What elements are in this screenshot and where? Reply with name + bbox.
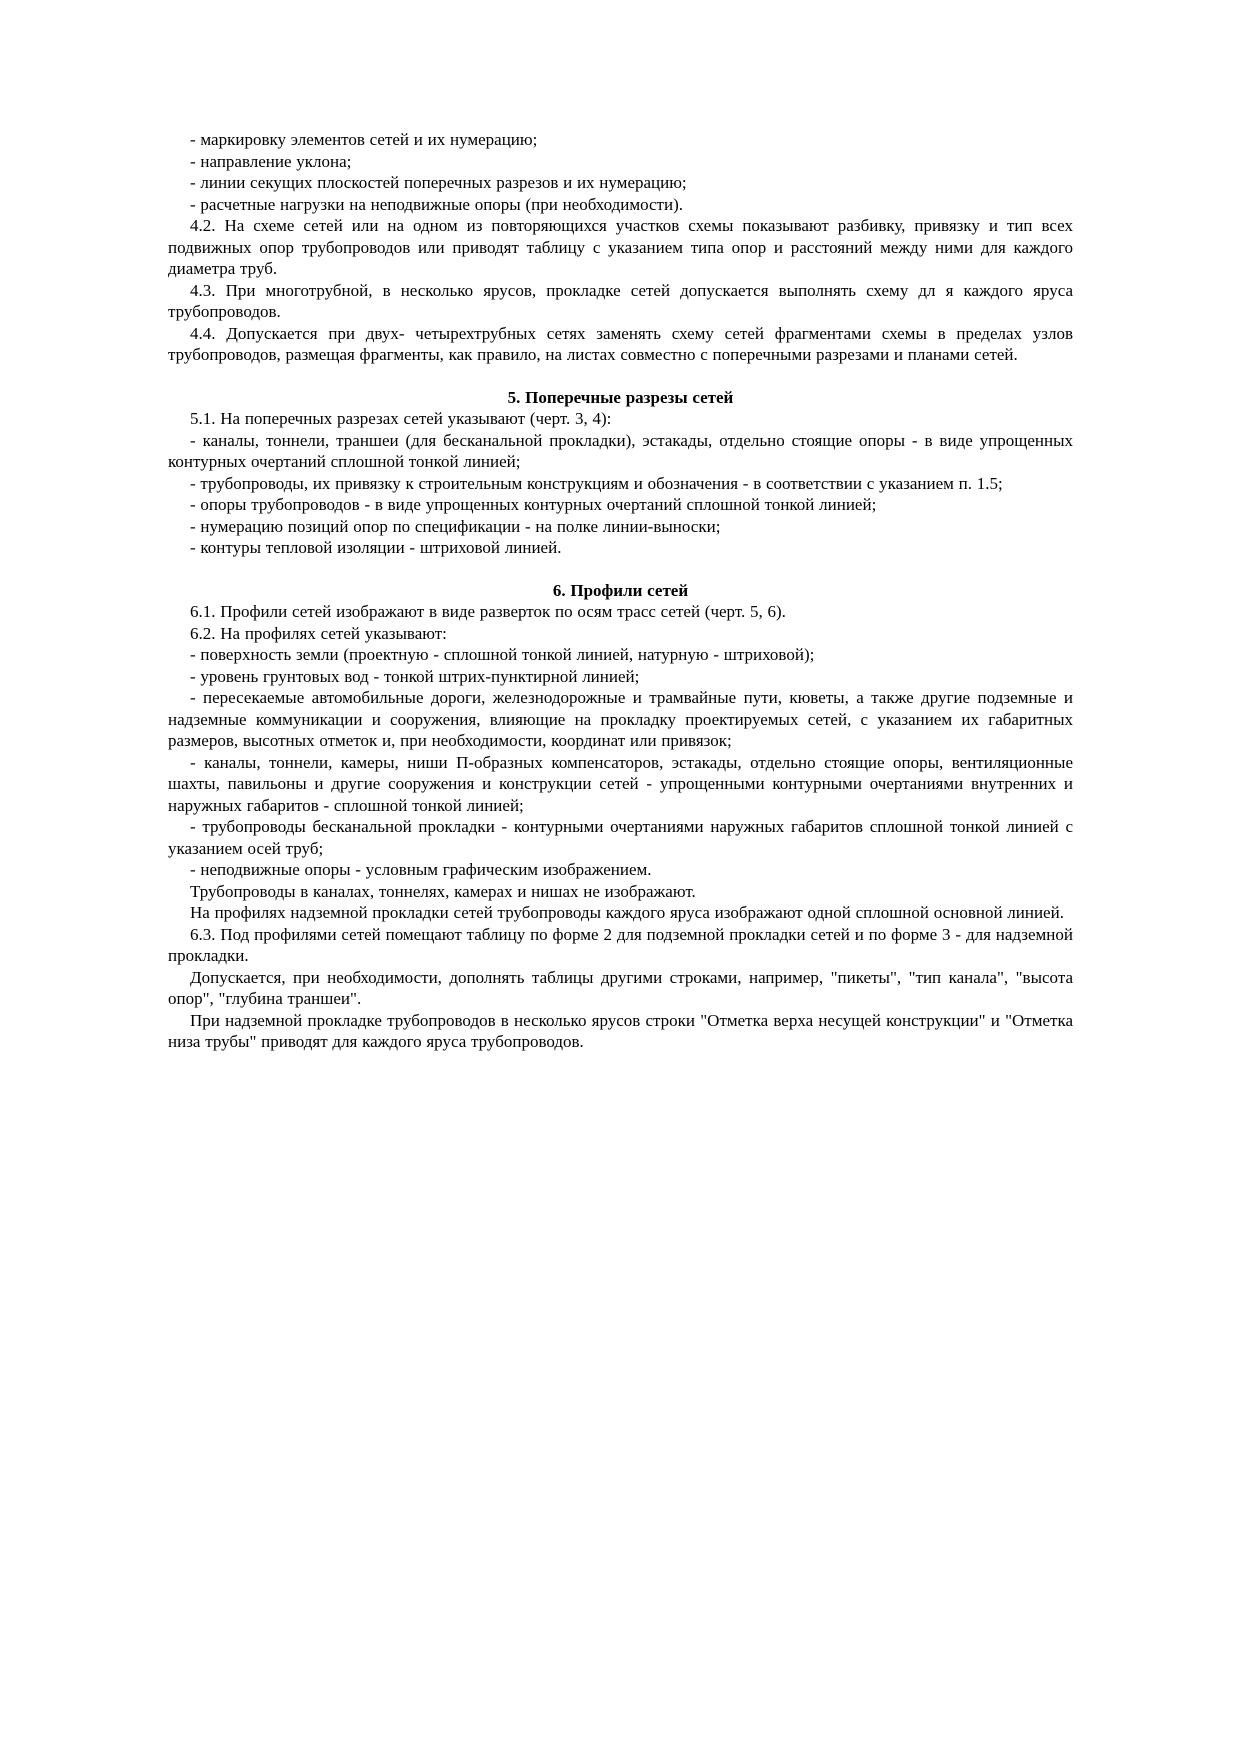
section-heading-cross-sections: 5. Поперечные разрезы сетей	[507, 387, 734, 407]
list-item: - расчетные нагрузки на неподвижные опоры (при необходимости).	[190, 194, 683, 214]
list-item: - неподвижные опоры - условным графическим изображением.	[190, 860, 652, 879]
paragraph: 6.2. На профилях сетей указывают:	[190, 623, 447, 643]
paragraph: 6.1. Профили сетей изображают в виде разверток по осям трасс сетей (черт. 5, 6).	[190, 602, 786, 621]
list-item: - нумерацию позиций опор по спецификации - на полке линии-выноски;	[190, 516, 721, 536]
list-item: - линии секущих плоскостей поперечных разрезов и их нумерацию;	[190, 173, 687, 192]
paragraph: 4.3. При многотрубной, в несколько ярусов, прокладке сетей допускается выполнять схему дл я каждого яруса трубопроводов.	[168, 280, 1073, 321]
section-heading-profiles: 6. Профили сетей	[552, 580, 689, 600]
list-item: - контуры тепловой изоляции - штриховой линией.	[190, 538, 562, 557]
paragraph: При надземной прокладке трубопроводов в несколько ярусов строки "Отметка верха несущей конструкции" и "Отметка низа трубы" приводят для каждого яруса трубопроводов.	[168, 1010, 1073, 1051]
list-item: - пересекаемые автомобильные дороги, железнодорожные и трамвайные пути, кюветы, а также другие подземные и надземные коммуникации и сооружения, влияющие на прокладку проектируемых сетей, с указанием их габаритных размеров, высотных отметок и, при необходимости, координат или привязок;	[168, 688, 1073, 750]
paragraph: Трубопроводы в каналах, тоннелях, камерах и нишах не изображают.	[190, 881, 696, 901]
list-item: - поверхность земли (проектную - сплошной тонкой линией, натурную - штриховой);	[190, 645, 815, 664]
list-item: - трубопроводы бесканальной прокладки - контурными очертаниями наружных габаритов сплошной тонкой линией с указанием осей труб;	[168, 817, 1073, 858]
paragraph: На профилях надземной прокладки сетей трубопроводы каждого яруса изображают одной сплошной основной линией.	[190, 903, 1064, 922]
paragraph: Допускается, при необходимости, дополнять таблицы другими строками, например, "пикеты", "тип канала", "высота опор", "глубина траншеи".	[168, 967, 1073, 1008]
list-item: - опоры трубопроводов - в виде упрощенных контурных очертаний сплошной тонкой линией;	[190, 495, 877, 514]
paragraph: 6.3. Под профилями сетей помещают таблицу по форме 2 для подземной прокладки сетей и по форме 3 - для надземной прокладки.	[168, 924, 1073, 965]
list-item: - направление уклона;	[190, 151, 352, 171]
paragraph: 5.1. На поперечных разрезах сетей указывают (черт. 3, 4):	[190, 409, 612, 428]
list-item: - маркировку элементов сетей и их нумерацию;	[190, 130, 538, 149]
paragraph: 4.2. На схеме сетей или на одном из повторяющихся участков схемы показывают разбивку, привязку и тип всех подвижных опор трубопроводов или приводят таблицу с указанием типа опор и расстояний между ними для каждого диаметра труб.	[168, 216, 1073, 278]
list-item: - трубопроводы, их привязку к строительным конструкциям и обозначения - в соответствии с указанием п. 1.5;	[190, 473, 1003, 493]
list-item: - каналы, тоннели, траншеи (для бесканальной прокладки), эстакады, отдельно стоящие опоры - в виде упрощенных контурных очертаний сплошной тонкой линией;	[168, 430, 1073, 471]
list-item: - каналы, тоннели, камеры, ниши П-образных компенсаторов, эстакады, отдельно стоящие опоры, вентиляционные шахты, павильоны и другие сооружения и конструкции сетей - упрощенными контурными очертаниями внутренних и наружных габаритов - сплошной тонкой линией;	[168, 752, 1073, 815]
list-item: - уровень грунтовых вод - тонкой штрих-пунктирной линией;	[190, 666, 640, 686]
paragraph: 4.4. Допускается при двух- четырехтрубных сетях заменять схему сетей фрагментами схемы в пределах узлов трубопроводов, размещая фрагменты, как правило, на листах совместно с поперечными разрезами и планами сетей.	[168, 323, 1073, 364]
